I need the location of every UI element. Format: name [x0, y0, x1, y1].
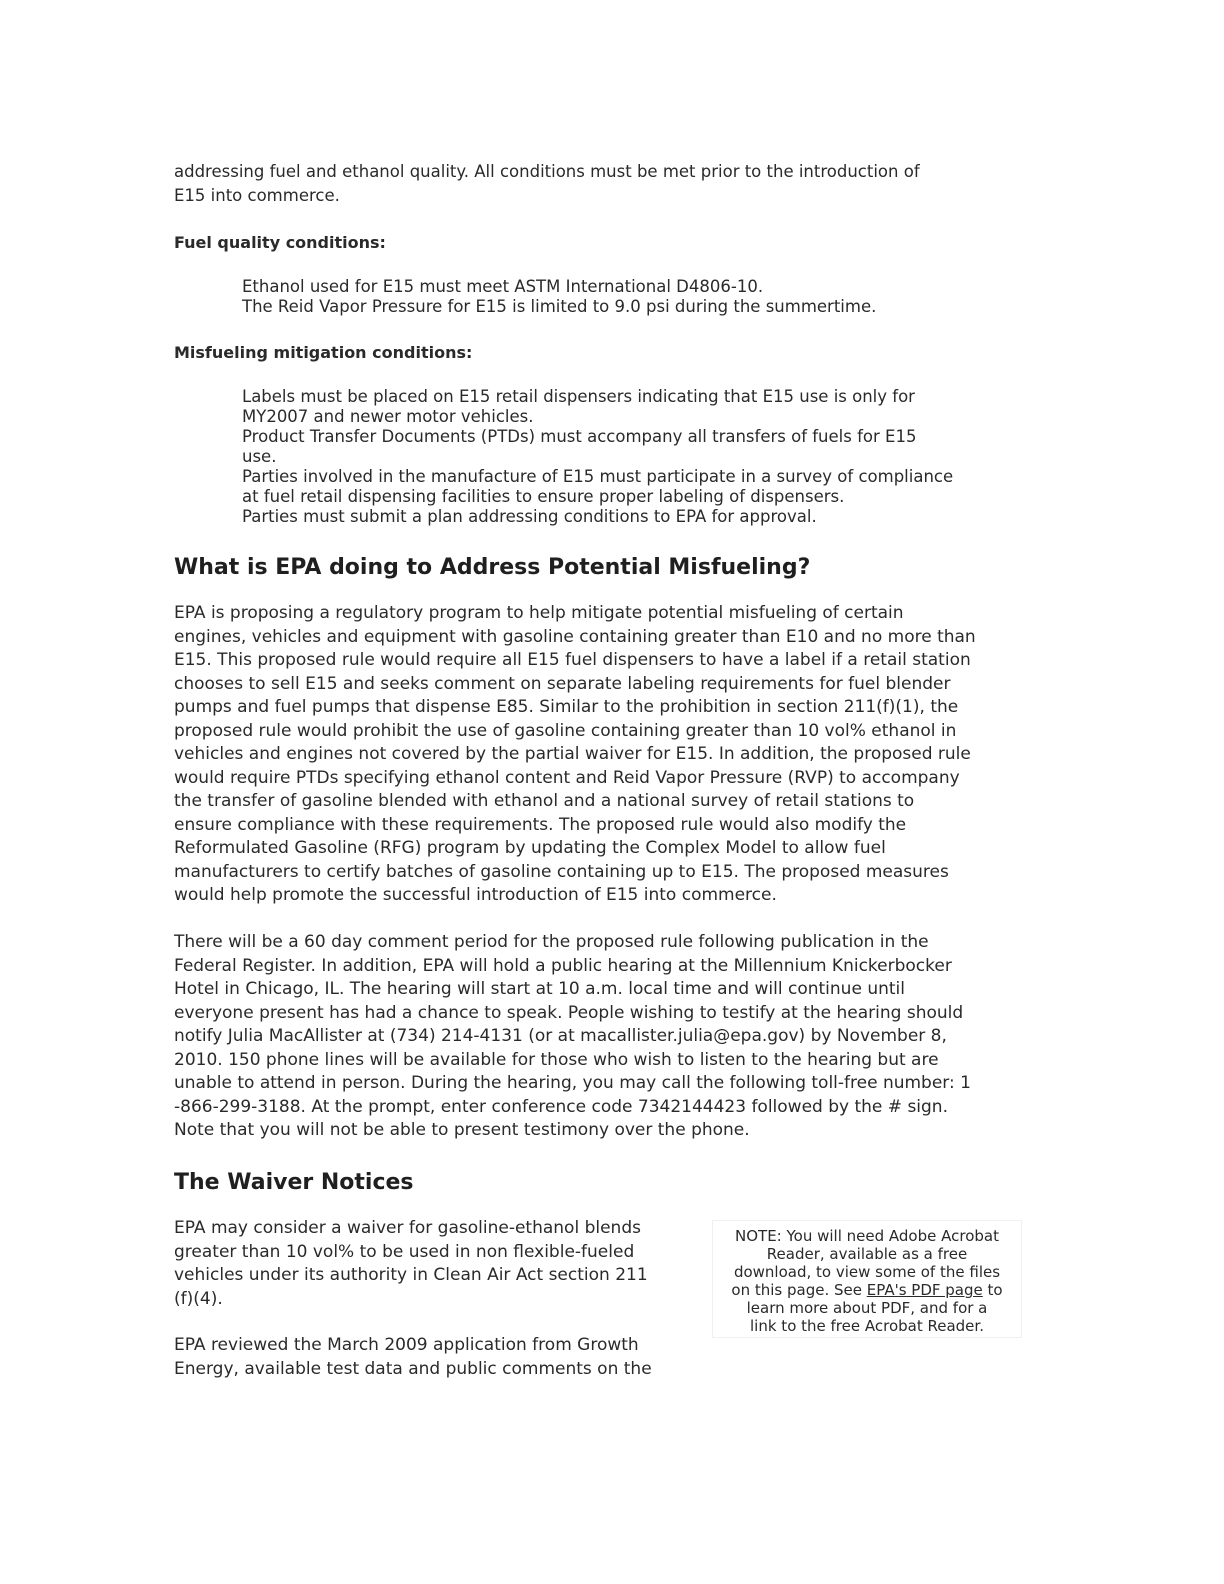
- text-line: The Reid Vapor Pressure for E15 is limited to 9.0 psi during the summertime.: [242, 297, 877, 316]
- text-line: would require PTDs specifying ethanol content and Reid Vapor Pressure (RVP) to accompany: [174, 767, 960, 788]
- note-text: Reader, available as a free: [766, 1245, 968, 1263]
- section-heading-misfueling: What is EPA doing to Address Potential Misfueling?: [174, 555, 811, 580]
- text-line: proposed rule would prohibit the use of gasoline containing greater than 10 vol% ethanol in: [174, 720, 957, 741]
- text-line: EPA is proposing a regulatory program to help mitigate potential misfueling of certain: [174, 603, 904, 623]
- text-line: use.: [242, 447, 277, 466]
- text-line: Labels must be placed on E15 retail dispensers indicating that E15 use is only for: [242, 387, 915, 406]
- note-text: to: [982, 1281, 1003, 1299]
- text-line: notify Julia MacAllister at (734) 214-4131 (or at macallister.julia@epa.gov) by November 8,: [174, 1026, 947, 1046]
- text-line: greater than 10 vol% to be used in non flexible-fueled: [174, 1241, 635, 1262]
- text-line: engines, vehicles and equipment with gasoline containing greater than E10 and no more than: [174, 626, 976, 647]
- text-line: unable to attend in person. During the hearing, you may call the following toll-free number: 1: [174, 1073, 971, 1093]
- misfueling-heading: Misfueling mitigation conditions:: [174, 343, 473, 362]
- section-heading-waiver: The Waiver Notices: [174, 1170, 414, 1195]
- text-line: Reformulated Gasoline (RFG) program by updating the Complex Model to allow fuel: [174, 838, 886, 858]
- text-line: EPA reviewed the March 2009 application from Growth: [174, 1335, 639, 1355]
- text-line: -866-299-3188. At the prompt, enter conference code 7342144423 followed by the # sign.: [174, 1096, 948, 1117]
- text-line: E15. This proposed rule would require all E15 fuel dispensers to have a label if a retail station: [174, 650, 971, 670]
- text-line: manufacturers to certify batches of gasoline containing up to E15. The proposed measures: [174, 861, 949, 882]
- text-line: Product Transfer Documents (PTDs) must accompany all transfers of fuels for E15: [242, 427, 917, 446]
- note-text: link to the free Acrobat Reader.: [750, 1317, 984, 1335]
- text-line: EPA may consider a waiver for gasoline-ethanol blends: [174, 1218, 641, 1238]
- misfueling-list: [242, 387, 953, 527]
- hearing-paragraph: [174, 931, 971, 1143]
- text-line: Parties must submit a plan addressing conditions to EPA for approval.: [242, 507, 817, 526]
- text-line: ensure compliance with these requirements. The proposed rule would also modify the: [174, 814, 907, 835]
- text-line: at fuel retail dispensing facilities to ensure proper labeling of dispensers.: [242, 487, 845, 506]
- waiver-paragraph: [174, 1217, 648, 1311]
- note-text: NOTE: You will need Adobe Acrobat: [735, 1227, 999, 1245]
- acrobat-note-box: [712, 1220, 1022, 1338]
- text-line: Parties involved in the manufacture of E15 must participate in a survey of compliance: [242, 467, 954, 486]
- text-line: vehicles and engines not covered by the partial waiver for E15. In addition, the proposed rule: [174, 744, 971, 764]
- fuel-quality-list: [242, 277, 876, 317]
- text-line: addressing fuel and ethanol quality. All conditions must be met prior to the introduction of: [174, 162, 920, 181]
- text-line: chooses to sell E15 and seeks comment on separate labeling requirements for fuel blender: [174, 673, 951, 694]
- fuel-quality-heading: Fuel quality conditions:: [174, 233, 386, 252]
- text-line: Federal Register. In addition, EPA will hold a public hearing at the Millennium Knickerbocker: [174, 955, 952, 976]
- text-line: Note that you will not be able to present testimony over the phone.: [174, 1120, 750, 1140]
- text-line: would help promote the successful introduction of E15 into commerce.: [174, 885, 777, 905]
- text-line: There will be a 60 day comment period for the proposed rule following publication in the: [174, 932, 929, 952]
- text-line: Energy, available test data and public comments on the: [174, 1358, 652, 1379]
- review-paragraph: [174, 1334, 652, 1381]
- text-line: everyone present has had a chance to speak. People wishing to testify at the hearing should: [174, 1002, 964, 1023]
- intro-paragraph: [174, 160, 920, 208]
- text-line: E15 into commerce.: [174, 186, 340, 205]
- text-line: the transfer of gasoline blended with ethanol and a national survey of retail stations to: [174, 791, 915, 811]
- text-line: vehicles under its authority in Clean Air Act section 211: [174, 1265, 648, 1285]
- text-line: pumps and fuel pumps that dispense E85. Similar to the prohibition in section 211(f)(1), the: [174, 697, 959, 717]
- epa-pdf-page-link[interactable]: EPA's PDF page: [866, 1281, 983, 1299]
- misfueling-paragraph: [174, 602, 976, 908]
- note-text: on this page. See: [731, 1281, 867, 1299]
- text-line: Ethanol used for E15 must meet ASTM International D4806-10.: [242, 277, 764, 296]
- text-line: MY2007 and newer motor vehicles.: [242, 407, 534, 426]
- note-text: download, to view some of the files: [733, 1263, 1001, 1281]
- text-line: 2010. 150 phone lines will be available for those who wish to listen to the hearing but are: [174, 1049, 939, 1070]
- note-text: learn more about PDF, and for a: [746, 1299, 988, 1317]
- text-line: (f)(4).: [174, 1288, 223, 1309]
- text-line: Hotel in Chicago, IL. The hearing will start at 10 a.m. local time and will continue until: [174, 979, 905, 999]
